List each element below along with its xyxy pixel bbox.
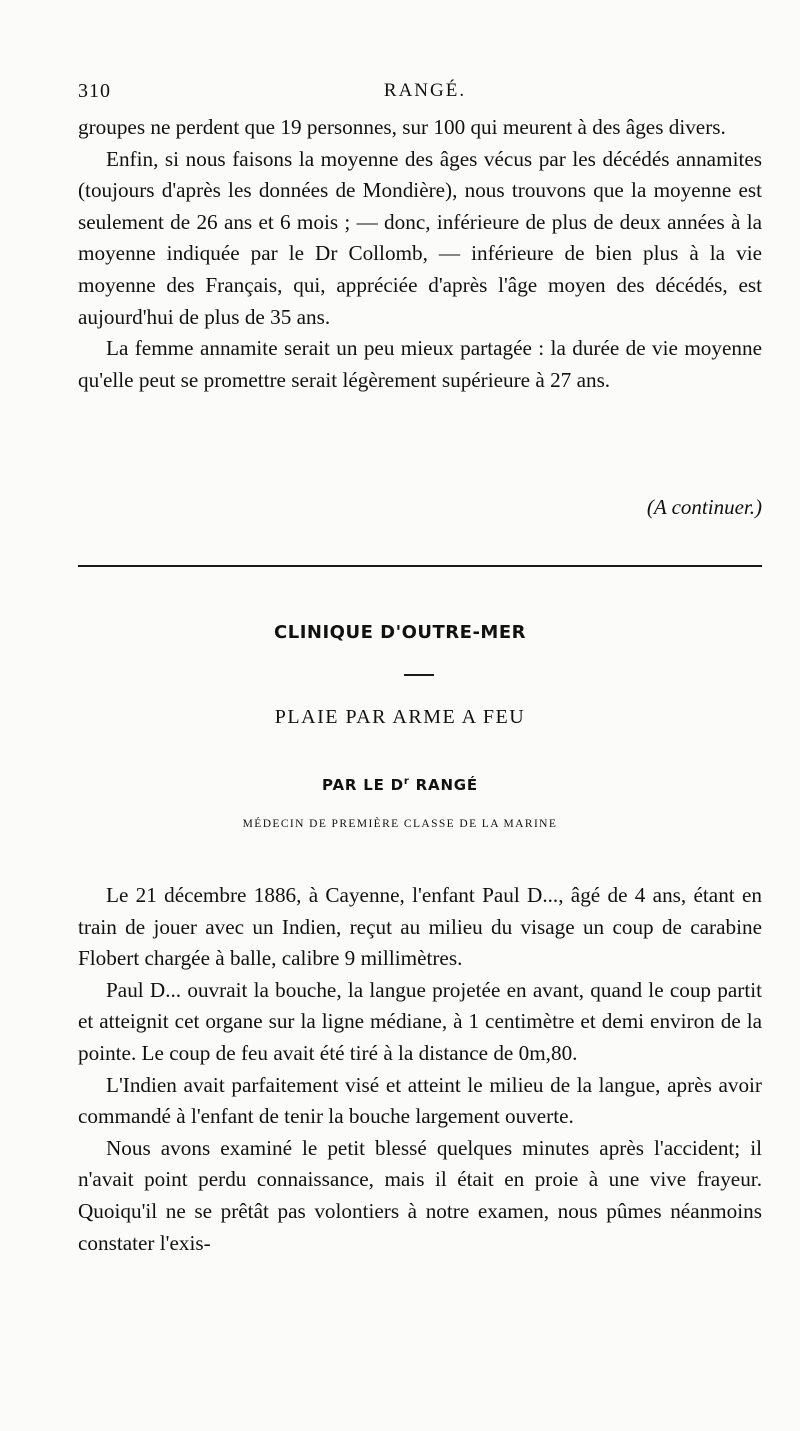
page-number: 310 (78, 80, 111, 102)
article-title: PLAIE PAR ARME A FEU (274, 706, 526, 728)
paragraph: Enfin, si nous faisons la moyenne des âges vécus par les décédés annamites (toujours d'après les données de Mondière), nous trouvons que la moyenne est seulement de 26 ans et 6 mois ; — donc, inférieure de plus de deux années à la moyenne indiquée par le Dr Collomb, — inférieure de bien plus à la vie moyenne des Français, qui, appréciée d'après l'âge moyen des décédés, est aujourd'hui de plus de 35 ans. (78, 146, 762, 329)
paragraph: L'Indien avait parfaitement visé et atteint le milieu de la langue, après avoir commandé à l'enfant de tenir la bouche largement ouverte. (78, 1072, 762, 1129)
section-divider (78, 565, 762, 567)
paragraph: Le 21 décembre 1886, à Cayenne, l'enfant Paul D..., âgé de 4 ans, étant en train de jouer avec un Indien, reçut au milieu du visage un coup de carabine Flobert chargée à balle, calibre 9 millimètres. (78, 883, 762, 971)
title-dash (404, 674, 434, 676)
paragraph: groupes ne perdent que 19 personnes, sur 100 qui meurent à des âges divers. (78, 115, 726, 139)
section-title: CLINIQUE D'OUTRE-MER (274, 622, 526, 643)
author-prefix: PAR LE D (322, 776, 404, 794)
continuation-note: (A continuer.) (646, 495, 762, 519)
paragraph: La femme annamite serait un peu mieux partagée : la durée de vie moyenne qu'elle peut se promettre serait légèrement supérieure à 27 ans. (78, 336, 762, 392)
author-name: RANGÉ (409, 776, 478, 794)
paragraph: Paul D... ouvrait la bouche, la langue projetée en avant, quand le coup partit et atteignit cet organe sur la ligne médiane, à 1 centimètre et demi environ de la pointe. Le coup de feu avait été tiré à la distance de 0m,80. (78, 977, 762, 1065)
author-line (0, 776, 800, 794)
running-title: RANGÉ. (383, 80, 467, 101)
author-sup: r (403, 776, 410, 787)
top-text-block (78, 112, 762, 396)
bottom-text-block (78, 880, 762, 1259)
paragraph: Nous avons examiné le petit blessé quelques minutes après l'accident; il n'avait point perdu connaissance, mais il était en proie à une vive frayeur. Quoiqu'il ne se prêtât pas volontiers à notre examen, nous pûmes néanmoins constater l'exis- (78, 1135, 762, 1255)
author-affiliation: MÉDECIN DE PREMIÈRE CLASSE DE LA MARINE (242, 818, 558, 830)
running-head (78, 80, 758, 108)
